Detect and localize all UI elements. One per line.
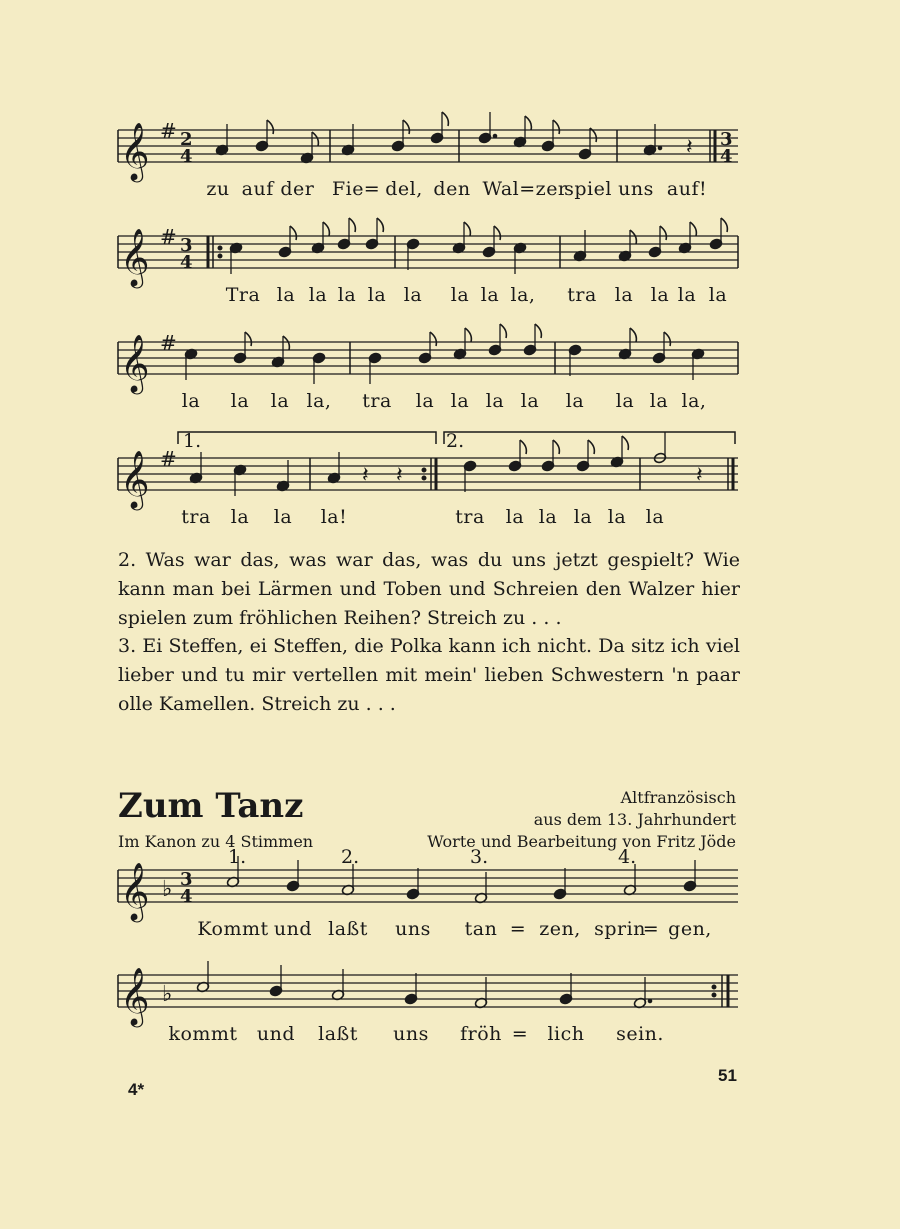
lyric-s4-9: la bbox=[607, 506, 627, 528]
lyric-z1-9: = bbox=[642, 918, 660, 940]
signature-mark: 4* bbox=[128, 1080, 145, 1099]
lyric-s2-5: la bbox=[367, 284, 387, 306]
lyric-z1-1: Kommt bbox=[197, 918, 269, 940]
lyric-s2-6: la bbox=[403, 284, 423, 306]
lyric-s2-1: Tra bbox=[225, 284, 261, 306]
note-dot bbox=[658, 146, 662, 150]
lyric-s3-11: la bbox=[615, 390, 635, 412]
lyric-z2-5: fröh bbox=[460, 1023, 502, 1045]
lyric-z1-10: gen, bbox=[668, 918, 712, 940]
lyric-s2-4: la bbox=[337, 284, 357, 306]
lyric-s4-7: la bbox=[538, 506, 558, 528]
repeat-dot bbox=[712, 985, 716, 989]
lyric-s4-2: la bbox=[230, 506, 250, 528]
lyric-s1-4: = bbox=[363, 178, 381, 200]
note-flag bbox=[525, 116, 531, 130]
note-flag bbox=[588, 440, 594, 454]
voice-entry-1: 1. bbox=[228, 846, 247, 868]
lyric-s3-8: la bbox=[485, 390, 505, 412]
note-flag bbox=[520, 440, 526, 454]
lyric-s2-2: la bbox=[276, 284, 296, 306]
note-flag bbox=[553, 440, 559, 454]
lyric-s1-10: auf! bbox=[666, 178, 708, 200]
lyric-s3-12: la bbox=[649, 390, 669, 412]
lyric-s3-4: la, bbox=[306, 390, 332, 412]
lyric-s1-7: Wal=zer bbox=[482, 178, 568, 200]
lyric-s4-10: la bbox=[645, 506, 665, 528]
time-signature: 3 bbox=[180, 235, 193, 256]
treble-clef-icon: 𝄞 bbox=[120, 862, 150, 920]
rest-icon: 𝄽 bbox=[686, 135, 693, 160]
flat-icon: ♭ bbox=[162, 877, 173, 902]
lyric-s2-10: tra bbox=[567, 284, 597, 306]
lyric-z1-7: zen, bbox=[539, 918, 581, 940]
treble-clef-icon: 𝄞 bbox=[120, 122, 150, 180]
note-flag bbox=[721, 218, 727, 232]
treble-clef-icon: 𝄞 bbox=[120, 967, 150, 1025]
note-flag bbox=[323, 222, 329, 236]
lyric-z2-7: lich bbox=[547, 1023, 585, 1045]
lyric-z1-3: laßt bbox=[328, 918, 368, 940]
time-signature: 4 bbox=[720, 146, 733, 167]
note-flag bbox=[283, 336, 289, 350]
page-number: 51 bbox=[718, 1066, 737, 1085]
lyric-s1-9: uns bbox=[618, 178, 654, 200]
note-flag bbox=[690, 222, 696, 236]
lyric-s3-10: la bbox=[565, 390, 585, 412]
sharp-icon: # bbox=[160, 225, 177, 249]
lyric-s1-1: zu bbox=[206, 178, 230, 200]
time-signature: 4 bbox=[180, 252, 193, 273]
time-signature: 4 bbox=[180, 146, 193, 167]
note-flag bbox=[535, 324, 541, 338]
lyric-z2-6: = bbox=[511, 1023, 529, 1045]
note-flag bbox=[630, 328, 636, 342]
lyric-s1-3: Fie bbox=[331, 178, 365, 200]
note-dot bbox=[648, 999, 652, 1003]
canon-subtitle: Im Kanon zu 4 Stimmen bbox=[118, 832, 314, 851]
note-flag bbox=[442, 112, 448, 126]
lyric-s4-6: la bbox=[505, 506, 525, 528]
flat-icon: ♭ bbox=[162, 982, 173, 1007]
lyric-z2-3: laßt bbox=[318, 1023, 358, 1045]
sharp-icon: # bbox=[160, 331, 177, 355]
time-signature: 3 bbox=[180, 869, 193, 890]
note-flag bbox=[430, 332, 436, 346]
voice-entry-3: 3. bbox=[470, 846, 489, 868]
lyric-z2-4: uns bbox=[393, 1023, 429, 1045]
lyric-s1-5: del, bbox=[385, 178, 423, 200]
voice-entry-4: 4. bbox=[618, 846, 637, 868]
rest-icon: 𝄽 bbox=[696, 463, 703, 488]
note-flag bbox=[377, 218, 383, 232]
sharp-icon: # bbox=[160, 119, 177, 143]
lyric-s3-6: la bbox=[415, 390, 435, 412]
repeat-dot bbox=[422, 476, 426, 480]
lyric-s4-8: la bbox=[573, 506, 593, 528]
origin-line-2: aus dem 13. Jahrhundert bbox=[533, 810, 736, 829]
note-flag bbox=[553, 120, 559, 134]
verse-2: 2. Was war das, was war das, was du uns jetzt gespielt? Wie kann man bei Lärmen und Toben und Schreien den Walzer hier spielen zum fröhlichen Reihen? Streich zu . . . bbox=[118, 549, 740, 629]
note-flag bbox=[403, 120, 409, 134]
note-flag bbox=[290, 226, 296, 240]
treble-clef-icon: 𝄞 bbox=[120, 450, 150, 508]
note-flag bbox=[464, 222, 470, 236]
lyric-z1-5: tan bbox=[464, 918, 498, 940]
time-signature: 3 bbox=[720, 129, 733, 150]
lyric-s3-3: la bbox=[270, 390, 290, 412]
sharp-icon: # bbox=[160, 447, 177, 471]
time-signature: 2 bbox=[180, 129, 193, 150]
note-flag bbox=[312, 132, 318, 146]
volta-1-label: 1. bbox=[183, 430, 202, 452]
lyric-s2-9: la, bbox=[510, 284, 536, 306]
repeat-dot bbox=[218, 246, 222, 250]
lyric-s2-7: la bbox=[450, 284, 470, 306]
note-flag bbox=[267, 120, 273, 134]
lyric-s3-9: la bbox=[520, 390, 540, 412]
lyric-s3-2: la bbox=[230, 390, 250, 412]
lyric-s2-14: la bbox=[708, 284, 728, 306]
lyric-s2-11: la bbox=[614, 284, 634, 306]
lyric-s1-2: auf der bbox=[241, 178, 315, 200]
lyric-s2-3: la bbox=[308, 284, 328, 306]
voice-entry-2: 2. bbox=[341, 846, 360, 868]
lyric-z2-2: und bbox=[256, 1023, 296, 1045]
lyric-z2-8: sein. bbox=[616, 1023, 664, 1045]
volta-2-label: 2. bbox=[446, 430, 465, 452]
repeat-dot bbox=[712, 993, 716, 997]
note-flag bbox=[622, 436, 628, 450]
treble-clef-icon: 𝄞 bbox=[120, 228, 150, 286]
repeat-dot bbox=[422, 468, 426, 472]
note-flag bbox=[245, 332, 251, 346]
lyric-s4-1: tra bbox=[181, 506, 211, 528]
credit-line: Worte und Bearbeitung von Fritz Jöde bbox=[427, 832, 736, 851]
lyric-z2-1: kommt bbox=[168, 1023, 238, 1045]
lyric-s1-6: den bbox=[433, 178, 471, 200]
lyric-s4-3: la bbox=[273, 506, 293, 528]
repeat-dot bbox=[218, 254, 222, 258]
lyric-z1-4: uns bbox=[395, 918, 431, 940]
lyric-s3-5: tra bbox=[362, 390, 392, 412]
lyric-s1-8: spiel bbox=[564, 178, 612, 200]
lyric-z1-2: und bbox=[273, 918, 313, 940]
verse-3: 3. Ei Steffen, ei Steffen, die Polka kann ich nicht. Da sitz ich viel lieber und tu mir vertellen mit mein' lieben Schwestern 'n paar olle Kamellen. Streich zu . . . bbox=[118, 635, 740, 715]
lyric-s2-12: la bbox=[650, 284, 670, 306]
note-flag bbox=[630, 230, 636, 244]
note-flag bbox=[500, 324, 506, 338]
note-dot bbox=[493, 134, 497, 138]
lyric-z1-8: sprin bbox=[594, 918, 646, 940]
origin-line-1: Altfranzösisch bbox=[620, 788, 736, 807]
time-signature: 4 bbox=[180, 886, 193, 907]
note-flag bbox=[349, 218, 355, 232]
lyric-s3-13: la, bbox=[681, 390, 707, 412]
note-flag bbox=[664, 332, 670, 346]
treble-clef-icon: 𝄞 bbox=[120, 334, 150, 392]
lyric-z1-6: = bbox=[509, 918, 527, 940]
lyric-s3-1: la bbox=[181, 390, 201, 412]
rest-icon: 𝄽 bbox=[396, 463, 403, 488]
lyric-s3-7: la bbox=[450, 390, 470, 412]
lyric-s2-8: la bbox=[480, 284, 500, 306]
note-flag bbox=[660, 226, 666, 240]
lyric-s2-13: la bbox=[677, 284, 697, 306]
lyric-s4-5: tra bbox=[455, 506, 485, 528]
volta-1-bracket bbox=[178, 432, 436, 444]
lyric-s4-4: la! bbox=[320, 506, 348, 528]
rest-icon: 𝄽 bbox=[362, 463, 369, 488]
song-title: Zum Tanz bbox=[118, 786, 304, 826]
note-flag bbox=[494, 226, 500, 240]
note-flag bbox=[465, 328, 471, 342]
